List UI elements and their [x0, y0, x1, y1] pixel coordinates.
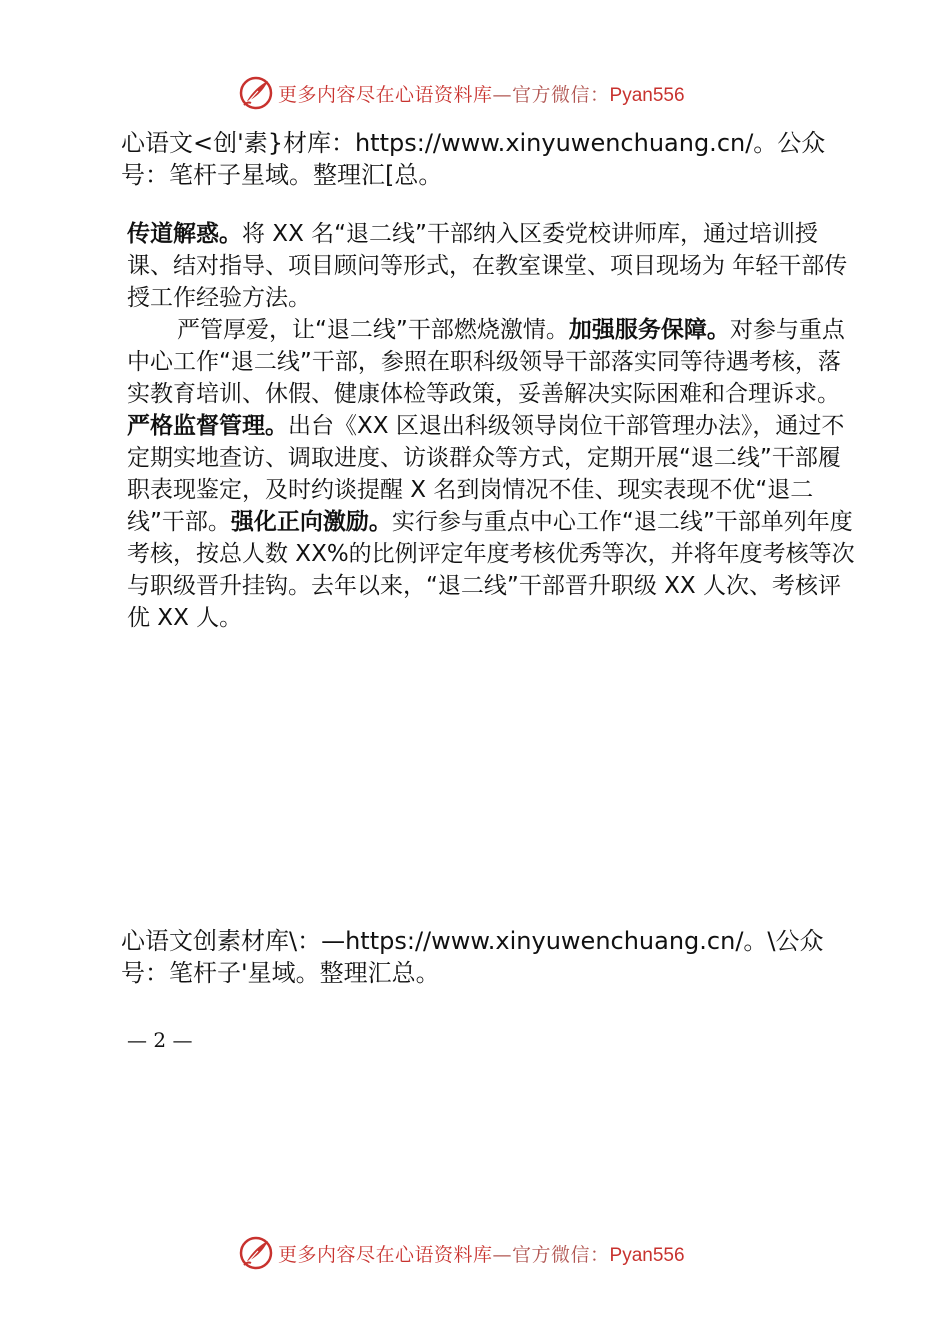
footer-note [121, 925, 861, 989]
bold-heading-4: 强化正向激励。 [230, 509, 392, 535]
page-number: — 2 — [127, 1028, 193, 1052]
watermark-banner-top [0, 72, 950, 116]
header-note-line2: 号：笔杆子星域。整理汇[总。 [121, 161, 443, 189]
quill-logo-icon [238, 1235, 274, 1271]
bold-heading-2: 加强服务保障。 [568, 317, 730, 343]
footer-note-line1: 心语文创素材库\：—https://www.xinyuwenchuang.cn/。\公众 [121, 927, 824, 955]
bold-heading-3: 严格监督管理。 [127, 413, 288, 439]
watermark-text: 更多内容尽在心语资料库—官方微信：Pyan556 [278, 1244, 685, 1266]
watermark-banner-bottom [0, 1232, 950, 1276]
paragraph-2: 严管厚爱，让“退二线”干部燃烧激情。加强服务保障。对参与重点中心工作“退二线”干部，参照在职科级领导干部落实同等待遇考核，落实教育培训、休假、健康体检等政策，妥善解决实际困难和合理诉求。严格监督管理。出台《XX 区退出科级领导岗位干部管理办法》，通过不定期实地查访、调取进度、访谈群众等方式，定期开展“退二线”干部履职表现鉴定，及时约谈提醒 X 名到岗情况不佳、现实表现不优“退二线”干部。强化正向激励。实行参与重点中心工作“退二线”干部单列年度考核，按总人数 XX%的比例评定年度考核优秀等次，并将年度考核等次与职级晋升挂钩。去年以来，“退二线”干部晋升职级 XX 人次、考核评优 XX 人。 [127, 317, 855, 631]
document-body [127, 218, 857, 634]
footer-note-line2: 号：笔杆子'星域。整理汇总。 [121, 959, 440, 987]
quill-logo-icon [238, 75, 274, 111]
header-note-line1: 心语文<创'素}材库：https://www.xinyuwenchuang.cn/。公众 [121, 129, 826, 157]
paragraph-1: 传道解惑。将 XX 名“退二线”干部纳入区委党校讲师库，通过培训授课、结对指导、项目顾问等形式，在教室课堂、项目现场为 年轻干部传授工作经验方法。 [127, 221, 848, 311]
header-note [121, 127, 861, 191]
bold-heading-1: 传道解惑。 [127, 221, 242, 247]
watermark-text: 更多内容尽在心语资料库—官方微信：Pyan556 [278, 84, 685, 106]
